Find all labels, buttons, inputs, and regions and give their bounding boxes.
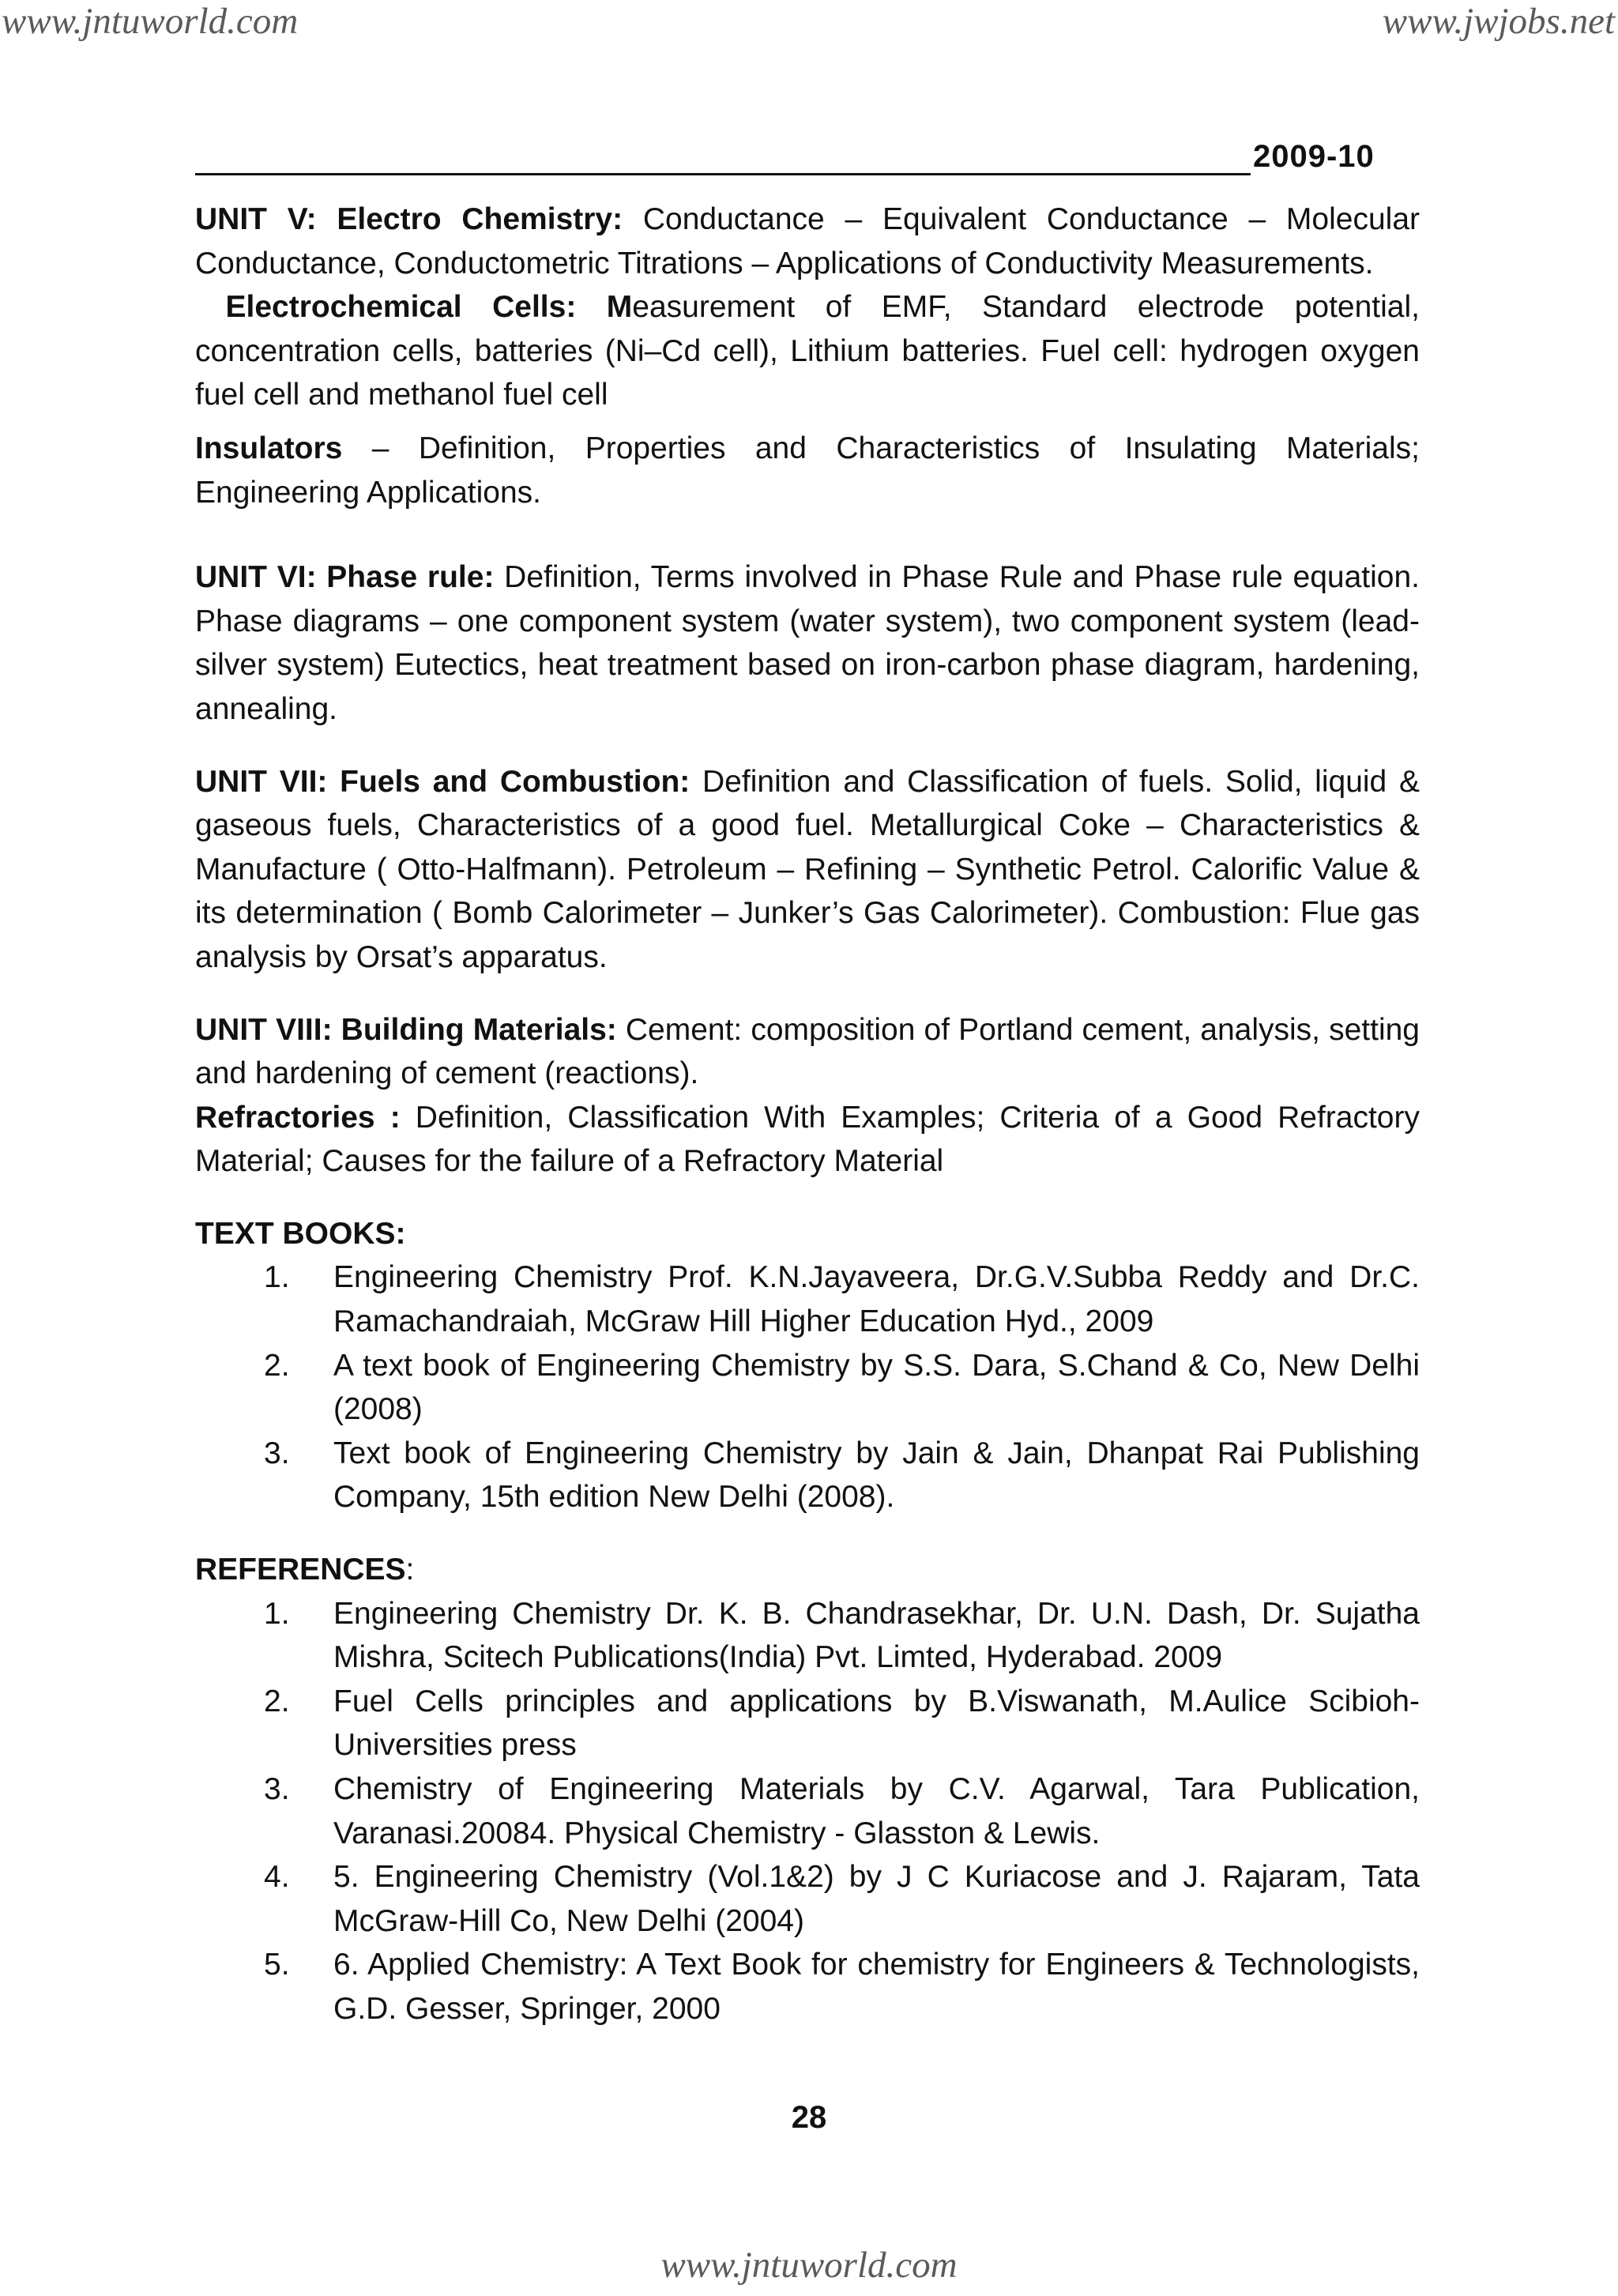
list-item xyxy=(195,1943,1420,2031)
unit8-paragraph xyxy=(195,1008,1420,1096)
list-item-text: Engineering Chemistry Dr. K. B. Chandrasekhar, Dr. U.N. Dash, Dr. Sujatha Mishra, Scitech Publications(India) Pvt. Limted, Hyderabad. 2009 xyxy=(333,1596,1420,1675)
unit8-heading: UNIT VIII: Building Materials: xyxy=(195,1012,617,1047)
textbooks-list xyxy=(195,1255,1420,1519)
unit6-heading: UNIT VI: Phase rule: xyxy=(195,560,495,595)
unit6-paragraph xyxy=(195,555,1420,731)
refractories-text: Definition, Classification With Examples; Criteria of a Good Refractory Material; Causes for the failure of a Refractory Material xyxy=(195,1100,1420,1179)
list-item-number: 2. xyxy=(264,1684,290,1718)
document-body xyxy=(195,198,1420,2031)
list-item xyxy=(195,1255,1420,1343)
unit5-heading: UNIT V: Electro Chemistry: xyxy=(195,202,623,236)
list-item-number: 1. xyxy=(264,1260,290,1295)
page-number: 28 xyxy=(791,2100,827,2135)
refractories-heading: Refractories : xyxy=(195,1100,401,1135)
list-item-number: 5. xyxy=(264,1948,290,1982)
list-item-text: Text book of Engineering Chemistry by Jain & Jain, Dhanpat Rai Publishing Company, 15th edition New Delhi (2008). xyxy=(333,1436,1420,1515)
watermark-top-left: www.jntuworld.com xyxy=(2,1,299,42)
list-item-number: 3. xyxy=(264,1436,290,1470)
unit7-paragraph xyxy=(195,760,1420,980)
unit7-heading: UNIT VII: Fuels and Combustion: xyxy=(195,764,690,799)
references-heading xyxy=(195,1548,1420,1592)
list-item xyxy=(195,1432,1420,1519)
references-heading-colon: : xyxy=(405,1553,415,1587)
list-item xyxy=(195,1855,1420,1943)
list-item xyxy=(195,1767,1420,1855)
list-item-text: Fuel Cells principles and applications by B.Viswanath, M.Aulice Scibioh-Universities press xyxy=(333,1684,1420,1763)
refractories-paragraph xyxy=(195,1096,1420,1184)
insulators-text: – Definition, Properties and Characteristics of Insulating Materials; Engineering Applications. xyxy=(195,431,1420,510)
list-item xyxy=(195,1592,1420,1680)
unit8-text: Cement: composition of Portland cement, analysis, setting and hardening of cement (reactions). xyxy=(195,1012,1420,1091)
list-item-text: 5. Engineering Chemistry (Vol.1&2) by J C Kuriacose and J. Rajaram, Tata McGraw-Hill Co, New Delhi (2004) xyxy=(333,1860,1420,1938)
unit7-text: Definition and Classification of fuels. Solid, liquid & gaseous fuels, Characteristics of a good fuel. Metallurgical Coke – Characteristics & Manufacture ( Otto-Halfmann). Petroleum – Refining – Synthetic Petrol. Calorific Value & its determination ( Bomb Calorimeter – Junker’s Gas Calorimeter). Combustion: Flue gas analysis by Orsat’s apparatus. xyxy=(195,764,1420,974)
textbooks-heading-text: TEXT BOOKS: xyxy=(195,1216,406,1251)
header-year: 2009-10 xyxy=(1253,139,1375,174)
watermark-top-right: www.jwjobs.net xyxy=(1382,1,1615,42)
list-item-text: Chemistry of Engineering Materials by C.V. Agarwal, Tara Publication, Varanasi.20084. Physical Chemistry - Glasston & Lewis. xyxy=(333,1772,1420,1850)
watermark-bottom: www.jntuworld.com xyxy=(660,2245,958,2286)
list-item-number: 1. xyxy=(264,1596,290,1631)
textbooks-heading xyxy=(195,1212,1420,1256)
references-heading-text: REFERENCES xyxy=(195,1553,406,1587)
list-item-text: Engineering Chemistry Prof. K.N.Jayaveera, Dr.G.V.Subba Reddy and Dr.C. Ramachandraiah, McGraw Hill Higher Education Hyd., 2009 xyxy=(333,1260,1420,1339)
unit6-text: Definition, Terms involved in Phase Rule and Phase rule equation. Phase diagrams – one component system (water system), two component system (lead- silver system) Eutectics, heat treatment based on iron-carbon phase diagram, hardening, annealing. xyxy=(195,560,1420,726)
list-item-number: 3. xyxy=(264,1772,290,1806)
list-item xyxy=(195,1680,1420,1767)
insulators-paragraph xyxy=(195,427,1420,514)
list-item-text: A text book of Engineering Chemistry by S.S. Dara, S.Chand & Co, New Delhi (2008) xyxy=(333,1348,1420,1427)
electrochemical-cells-paragraph xyxy=(195,285,1420,417)
list-item-number: 2. xyxy=(264,1348,290,1383)
header-rule xyxy=(195,173,1251,175)
list-item xyxy=(195,1344,1420,1432)
list-item-number: 4. xyxy=(264,1860,290,1895)
unit5-text: Conductance – Equivalent Conductance – Molecular Conductance, Conductometric Titrations – Applications of Conductivity Measurements. xyxy=(195,202,1420,280)
electrochemical-cells-heading: Electrochemical Cells: M xyxy=(225,290,633,325)
electrochemical-cells-text: easurement of EMF, Standard electrode potential, concentration cells, batteries (Ni–Cd cell), Lithium batteries. Fuel cell: hydrogen oxygen fuel cell and methanol fuel cell xyxy=(195,290,1420,412)
insulators-heading: Insulators xyxy=(195,431,343,465)
unit5-paragraph xyxy=(195,198,1420,285)
list-item-text: 6. Applied Chemistry: A Text Book for chemistry for Engineers & Technologists, G.D. Gesser, Springer, 2000 xyxy=(333,1948,1420,2026)
references-list xyxy=(195,1592,1420,2031)
